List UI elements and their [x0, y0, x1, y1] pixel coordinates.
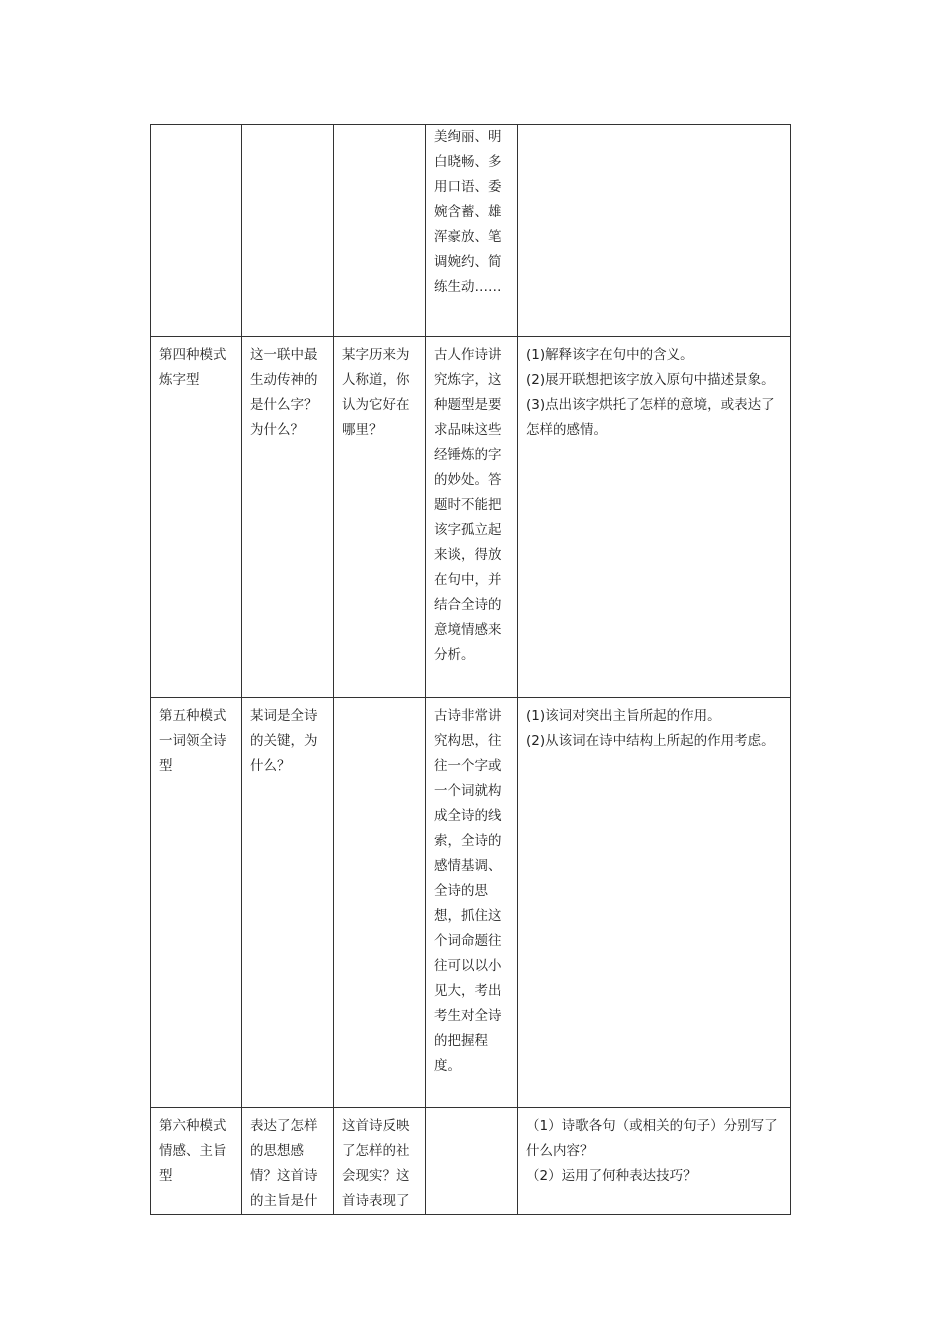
step-text: (2)展开联想把该字放入原句中描述景象。: [526, 372, 775, 388]
step-text: (1)解释该字在句中的含义。: [526, 347, 694, 363]
step-text: (2)从该词在诗中结构上所起的作用考虑。: [526, 733, 775, 749]
mode-cell: 第四种模式炼字型: [151, 337, 242, 698]
steps-cell: [518, 125, 791, 337]
mode-cell: 第五种模式一词领全诗型: [151, 698, 242, 1108]
explanation-cell: 古人作诗讲究炼字，这种题型是要求品味这些经锤炼的字的妙处。答题时不能把该字孤立起来谈，得放在句中，并结合全诗的意境情感来分析。: [426, 337, 518, 698]
variant-cell: 这首诗反映了怎样的社会现实？这首诗表现了: [334, 1108, 426, 1215]
step-text: （2）运用了何种表达技巧？: [526, 1168, 697, 1184]
poetry-question-table: [150, 124, 791, 1215]
variant-cell: 某字历来为人称道，你认为它好在哪里？: [334, 337, 426, 698]
table-row: [151, 337, 791, 698]
question-cell: 某词是全诗的关键，为什么？: [242, 698, 334, 1108]
variant-cell: [334, 125, 426, 337]
table-row: [151, 698, 791, 1108]
explanation-cell: [426, 1108, 518, 1215]
step-text: (3)点出该字烘托了怎样的意境，或表达了怎样的感情。: [526, 397, 775, 438]
question-cell: 表达了怎样的思想感情？这首诗的主旨是什: [242, 1108, 334, 1215]
step-text: (1)该词对突出主旨所起的作用。: [526, 708, 721, 724]
explanation-cell: 美绚丽、明白晓畅、多用口语、委婉含蓄、雄浑豪放、笔调婉约、简练生动……: [426, 125, 518, 337]
mode-cell: 第六种模式情感、主旨型: [151, 1108, 242, 1215]
steps-cell: [518, 1108, 791, 1215]
table-row: [151, 1108, 791, 1215]
explanation-cell: 古诗非常讲究构思，往往一个字或一个词就构成全诗的线索，全诗的感情基调、全诗的思想，抓住这个词命题往往可以以小见大，考出考生对全诗的把握程度。: [426, 698, 518, 1108]
variant-cell: [334, 698, 426, 1108]
question-cell: 这一联中最生动传神的是什么字？为什么？: [242, 337, 334, 698]
mode-cell: [151, 125, 242, 337]
steps-cell: [518, 698, 791, 1108]
steps-cell: [518, 337, 791, 698]
table-row: [151, 125, 791, 337]
question-cell: [242, 125, 334, 337]
step-text: （1）诗歌各句（或相关的句子）分别写了什么内容？: [526, 1118, 778, 1159]
